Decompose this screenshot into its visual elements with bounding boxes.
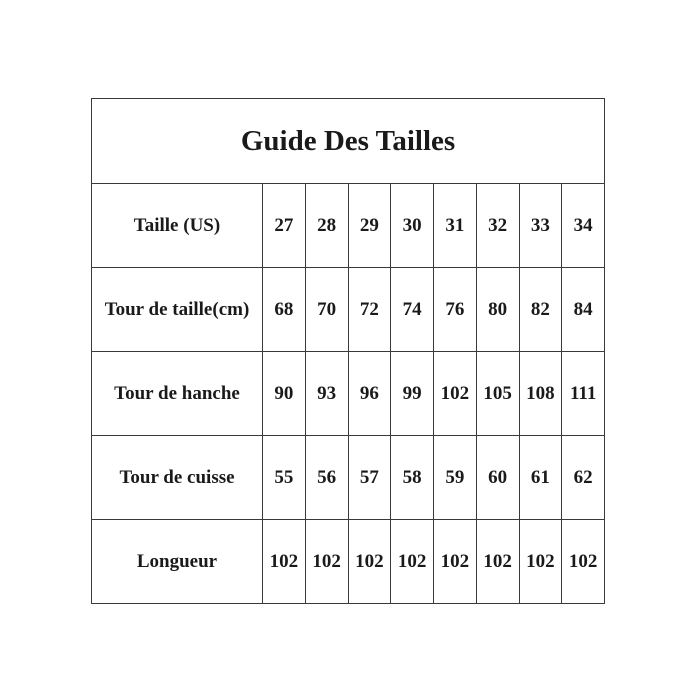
cell: 102 (434, 352, 477, 436)
cell: 102 (562, 520, 605, 604)
cell: 74 (391, 268, 434, 352)
row-label: Tour de cuisse (92, 436, 263, 520)
cell: 58 (391, 436, 434, 520)
row-label: Longueur (92, 520, 263, 604)
cell: 102 (519, 520, 562, 604)
cell: 76 (434, 268, 477, 352)
cell: 55 (263, 436, 306, 520)
cell: 99 (391, 352, 434, 436)
cell: 102 (434, 520, 477, 604)
cell: 28 (305, 184, 348, 268)
cell: 105 (476, 352, 519, 436)
cell: 61 (519, 436, 562, 520)
table-row-length (92, 520, 605, 604)
cell: 102 (476, 520, 519, 604)
cell: 27 (263, 184, 306, 268)
cell: 102 (263, 520, 306, 604)
cell: 80 (476, 268, 519, 352)
cell: 96 (348, 352, 391, 436)
cell: 72 (348, 268, 391, 352)
title-row (92, 99, 605, 184)
cell: 31 (434, 184, 477, 268)
cell: 29 (348, 184, 391, 268)
cell: 68 (263, 268, 306, 352)
cell: 30 (391, 184, 434, 268)
cell: 62 (562, 436, 605, 520)
cell: 82 (519, 268, 562, 352)
row-label: Taille (US) (92, 184, 263, 268)
cell: 111 (562, 352, 605, 436)
cell: 32 (476, 184, 519, 268)
cell: 84 (562, 268, 605, 352)
size-guide-table (91, 98, 605, 604)
row-label: Tour de hanche (92, 352, 263, 436)
table-row-hip (92, 352, 605, 436)
cell: 56 (305, 436, 348, 520)
cell: 57 (348, 436, 391, 520)
row-label: Tour de taille(cm) (92, 268, 263, 352)
table-row-thigh (92, 436, 605, 520)
cell: 33 (519, 184, 562, 268)
cell: 102 (305, 520, 348, 604)
table-title: Guide Des Tailles (92, 99, 605, 184)
cell: 102 (348, 520, 391, 604)
table-row-waist (92, 268, 605, 352)
cell: 34 (562, 184, 605, 268)
cell: 70 (305, 268, 348, 352)
cell: 102 (391, 520, 434, 604)
cell: 59 (434, 436, 477, 520)
cell: 93 (305, 352, 348, 436)
table-row-size-us (92, 184, 605, 268)
cell: 90 (263, 352, 306, 436)
cell: 108 (519, 352, 562, 436)
cell: 60 (476, 436, 519, 520)
